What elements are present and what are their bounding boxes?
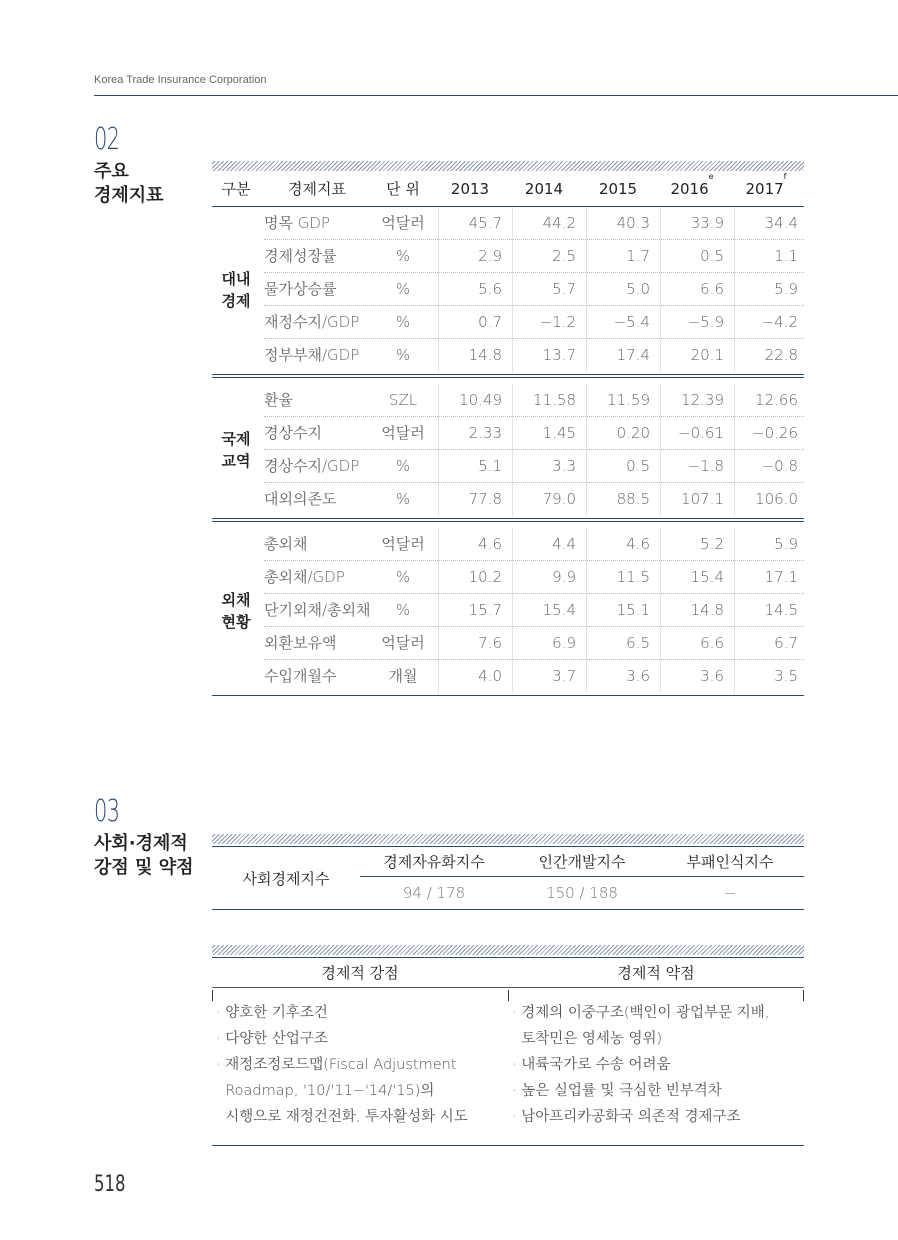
indicator-value: 3.6 xyxy=(626,667,650,685)
indicator-row xyxy=(212,417,804,449)
indicator-value: 88.5 xyxy=(616,490,650,508)
col-header xyxy=(734,173,798,205)
indicator-value: −0.8 xyxy=(761,457,798,475)
column-separator xyxy=(512,528,513,693)
indicator-value: 0.7 xyxy=(478,313,502,331)
section-02-title xyxy=(94,160,214,208)
col-header-sup: f xyxy=(783,172,787,181)
indicator-value: 0.5 xyxy=(626,457,650,475)
column-separator xyxy=(734,207,735,372)
indicator-row xyxy=(212,594,804,626)
indicator-value: 2.5 xyxy=(552,247,576,265)
bracket-mark xyxy=(508,990,509,1001)
socio-header: 부패인식지수 xyxy=(686,853,774,871)
column-separator xyxy=(586,207,587,372)
col-header: 단 위 xyxy=(386,180,420,198)
indicator-value: 77.8 xyxy=(468,490,502,508)
indicator-value: −0.61 xyxy=(678,424,724,442)
indicator-unit: % xyxy=(395,568,411,586)
section-03-title-line: 사회·경제적 xyxy=(94,833,188,854)
group-label-line: 대내 xyxy=(221,269,251,288)
indicator-name: 재정수지/GDP xyxy=(264,313,360,331)
indicator-value: 4.4 xyxy=(552,535,576,553)
indicator-name: 총외채 xyxy=(264,535,308,553)
indicator-name: 명목 GDP xyxy=(264,214,330,232)
table-rule xyxy=(212,846,804,847)
section-02-title-line: 주요 xyxy=(94,161,129,182)
weakness-item: · 내륙국가로 수송 어려움 xyxy=(512,1057,671,1073)
group-label-line: 경제 xyxy=(221,291,251,310)
indicator-value: 79.0 xyxy=(542,490,576,508)
page-number: 518 xyxy=(94,1172,126,1197)
col-header: 2014 xyxy=(524,180,564,198)
indicator-value: 14.5 xyxy=(764,601,798,619)
group-label-line: 현황 xyxy=(221,612,251,631)
indicator-value: 12.66 xyxy=(755,391,798,409)
indicator-row xyxy=(212,561,804,593)
group-label xyxy=(212,589,260,633)
bracket-mark xyxy=(803,990,804,1001)
column-separator xyxy=(438,528,439,693)
indicator-value: 6.5 xyxy=(626,634,650,652)
group-label xyxy=(212,428,260,472)
column-separator xyxy=(586,384,587,516)
indicator-value: 6.9 xyxy=(552,634,576,652)
column-separator xyxy=(660,207,661,372)
indicator-value: 34.4 xyxy=(764,214,798,232)
indicator-value: 5.7 xyxy=(552,280,576,298)
indicator-row xyxy=(212,528,804,560)
column-separator xyxy=(734,528,735,693)
indicator-name: 수입개월수 xyxy=(264,667,337,685)
indicator-value: 20.1 xyxy=(690,346,724,364)
indicator-row xyxy=(212,483,804,515)
indicator-value: 7.6 xyxy=(478,634,502,652)
col-header: 2013 xyxy=(450,180,490,198)
indicator-value: 9.9 xyxy=(552,568,576,586)
indicator-value: 106.0 xyxy=(755,490,798,508)
indicator-value: 15.4 xyxy=(542,601,576,619)
col-header-year: 2017 xyxy=(745,180,784,198)
group-rule xyxy=(212,518,804,519)
column-separator xyxy=(586,528,587,693)
weakness-item: · 경제의 이중구조(백인이 광업부문 지배, xyxy=(512,1005,770,1021)
indicator-table-header xyxy=(212,173,804,205)
indicator-value: 5.9 xyxy=(774,280,798,298)
indicator-name: 외환보유액 xyxy=(264,634,337,652)
col-header-year: 2016 xyxy=(670,180,709,198)
indicator-unit: % xyxy=(395,313,411,331)
indicator-value: 4.6 xyxy=(478,535,502,553)
indicator-value: 5.0 xyxy=(626,280,650,298)
indicator-row xyxy=(212,627,804,659)
strength-item: Roadmap, '10/'11−'14/'15)의 xyxy=(216,1083,435,1099)
section-03-title-line: 강점 및 약점 xyxy=(94,857,194,878)
indicator-value: −5.9 xyxy=(687,313,724,331)
indicator-row xyxy=(212,240,804,272)
indicator-value: 0.20 xyxy=(616,424,650,442)
socio-header-rule xyxy=(360,876,804,877)
indicator-unit: 억달러 xyxy=(381,214,425,232)
indicator-value: 6.7 xyxy=(774,634,798,652)
indicator-value: 17.1 xyxy=(764,568,798,586)
indicator-value: 5.6 xyxy=(478,280,502,298)
weakness-item: · 남아프리카공화국 의존적 경제구조 xyxy=(512,1109,741,1125)
indicator-name: 대외의존도 xyxy=(264,490,337,508)
indicator-value: 17.4 xyxy=(616,346,650,364)
weakness-item: 토착민은 영세농 영위) xyxy=(512,1031,663,1047)
column-separator xyxy=(438,384,439,516)
indicator-value: 10.2 xyxy=(468,568,502,586)
column-separator xyxy=(512,207,513,372)
indicator-name: 단기외채/총외채 xyxy=(264,601,371,619)
section-02-number: 02 xyxy=(94,122,120,157)
weakness-item: · 높은 실업률 및 극심한 빈부격차 xyxy=(512,1083,722,1099)
group-label-line: 외채 xyxy=(221,590,251,609)
strength-item: 시행으로 재정건전화, 투자활성화 시도 xyxy=(216,1109,468,1125)
indicator-row xyxy=(212,384,804,416)
indicator-value: 5.9 xyxy=(774,535,798,553)
socio-row-label: 사회경제지수 xyxy=(242,870,330,888)
column-separator xyxy=(660,384,661,516)
indicator-unit: % xyxy=(395,490,411,508)
socio-value: 150 / 188 xyxy=(546,884,618,902)
indicator-value: 45.7 xyxy=(468,214,502,232)
group-rule xyxy=(212,521,804,522)
indicator-value: 3.7 xyxy=(552,667,576,685)
indicator-unit: 억달러 xyxy=(381,424,425,442)
table-rule xyxy=(212,987,804,988)
group-label xyxy=(212,268,260,312)
indicator-value: 10.49 xyxy=(459,391,502,409)
indicator-value: 44.2 xyxy=(542,214,576,232)
indicator-value: 11.5 xyxy=(616,568,650,586)
table-rule xyxy=(212,1145,804,1146)
indicator-value: 11.58 xyxy=(533,391,576,409)
indicator-row xyxy=(212,339,804,371)
indicator-value: −1.2 xyxy=(539,313,576,331)
strength-item: · 다양한 산업구조 xyxy=(216,1031,328,1047)
indicator-value: 4.6 xyxy=(626,535,650,553)
bracket-mark xyxy=(212,990,213,1001)
indicator-unit: 개월 xyxy=(388,667,418,685)
indicator-name: 정부부채/GDP xyxy=(264,346,360,364)
table-hatch-bar xyxy=(212,161,804,171)
indicator-value: 12.39 xyxy=(681,391,724,409)
indicator-unit: % xyxy=(395,601,411,619)
socio-value: − xyxy=(723,884,737,902)
column-separator xyxy=(438,207,439,372)
indicator-unit: % xyxy=(395,346,411,364)
indicator-value: 1.45 xyxy=(542,424,576,442)
indicator-name: 경상수지 xyxy=(264,424,322,442)
socio-value: 94 / 178 xyxy=(402,884,466,902)
indicator-row xyxy=(212,207,804,239)
indicator-unit: SZL xyxy=(388,391,418,409)
indicator-value: −0.26 xyxy=(752,424,798,442)
group-rule xyxy=(212,695,804,696)
indicator-value: 13.7 xyxy=(542,346,576,364)
col-header: 경제지표 xyxy=(288,180,346,198)
group-label-line: 교역 xyxy=(221,452,251,470)
col-header: 2015 xyxy=(598,180,638,198)
col-header xyxy=(660,173,724,205)
indicator-value: 14.8 xyxy=(468,346,502,364)
section-03-number: 03 xyxy=(94,794,120,829)
indicator-row xyxy=(212,450,804,482)
indicator-value: 22.8 xyxy=(764,346,798,364)
indicator-value: 6.6 xyxy=(700,634,724,652)
strength-title: 경제적 강점 xyxy=(321,964,399,982)
indicator-unit: 억달러 xyxy=(381,634,425,652)
indicator-value: 33.9 xyxy=(690,214,724,232)
strength-item: · 양호한 기후조건 xyxy=(216,1005,328,1021)
indicator-unit: % xyxy=(395,247,411,265)
indicator-row xyxy=(212,660,804,692)
indicator-name: 경상수지/GDP xyxy=(264,457,360,475)
indicator-value: 15.7 xyxy=(468,601,502,619)
table-hatch-bar xyxy=(212,834,804,844)
indicator-value: 11.59 xyxy=(607,391,650,409)
column-separator xyxy=(660,528,661,693)
indicator-value: 6.6 xyxy=(700,280,724,298)
indicator-value: 40.3 xyxy=(616,214,650,232)
header-rule xyxy=(94,95,898,96)
indicator-row xyxy=(212,306,804,338)
table-hatch-bar xyxy=(212,945,804,955)
col-header-sup: e xyxy=(708,172,714,181)
indicator-value: 15.1 xyxy=(616,601,650,619)
indicator-value: −5.4 xyxy=(613,313,650,331)
column-separator xyxy=(512,384,513,516)
indicator-value: 14.8 xyxy=(690,601,724,619)
indicator-row xyxy=(212,273,804,305)
section-03-title xyxy=(94,832,214,880)
socio-header: 경제자유화지수 xyxy=(383,853,485,871)
table-rule xyxy=(212,909,804,910)
group-label-line: 국제 xyxy=(221,430,251,448)
indicator-name: 환율 xyxy=(264,391,293,409)
indicator-value: −1.8 xyxy=(687,457,724,475)
column-separator xyxy=(734,384,735,516)
section-02-title-line: 경제지표 xyxy=(94,185,164,206)
indicator-name: 총외채/GDP xyxy=(264,568,345,586)
indicator-unit: % xyxy=(395,457,411,475)
indicator-value: 1.1 xyxy=(774,247,798,265)
indicator-value: 15.4 xyxy=(690,568,724,586)
weakness-title: 경제적 약점 xyxy=(617,964,695,982)
indicator-value: 3.3 xyxy=(552,457,576,475)
group-rule xyxy=(212,377,804,378)
table-rule xyxy=(212,957,804,958)
indicator-name: 물가상승률 xyxy=(264,280,337,298)
indicator-name: 경제성장률 xyxy=(264,247,337,265)
indicator-value: 5.1 xyxy=(478,457,502,475)
indicator-value: 5.2 xyxy=(700,535,724,553)
socio-header: 인간개발지수 xyxy=(538,853,626,871)
indicator-unit: 억달러 xyxy=(381,535,425,553)
indicator-value: 4.0 xyxy=(478,667,502,685)
indicator-value: 2.9 xyxy=(478,247,502,265)
indicator-value: 0.5 xyxy=(700,247,724,265)
indicator-value: −4.2 xyxy=(761,313,798,331)
header-org: Korea Trade Insurance Corporation xyxy=(94,74,267,86)
group-rule xyxy=(212,374,804,375)
indicator-value: 1.7 xyxy=(626,247,650,265)
indicator-value: 3.5 xyxy=(774,667,798,685)
indicator-unit: % xyxy=(395,280,411,298)
indicator-value: 2.33 xyxy=(468,424,502,442)
indicator-value: 3.6 xyxy=(700,667,724,685)
strength-item: · 재정조정로드맵(Fiscal Adjustment xyxy=(216,1057,457,1073)
col-header: 구분 xyxy=(221,180,251,198)
indicator-value: 107.1 xyxy=(681,490,724,508)
